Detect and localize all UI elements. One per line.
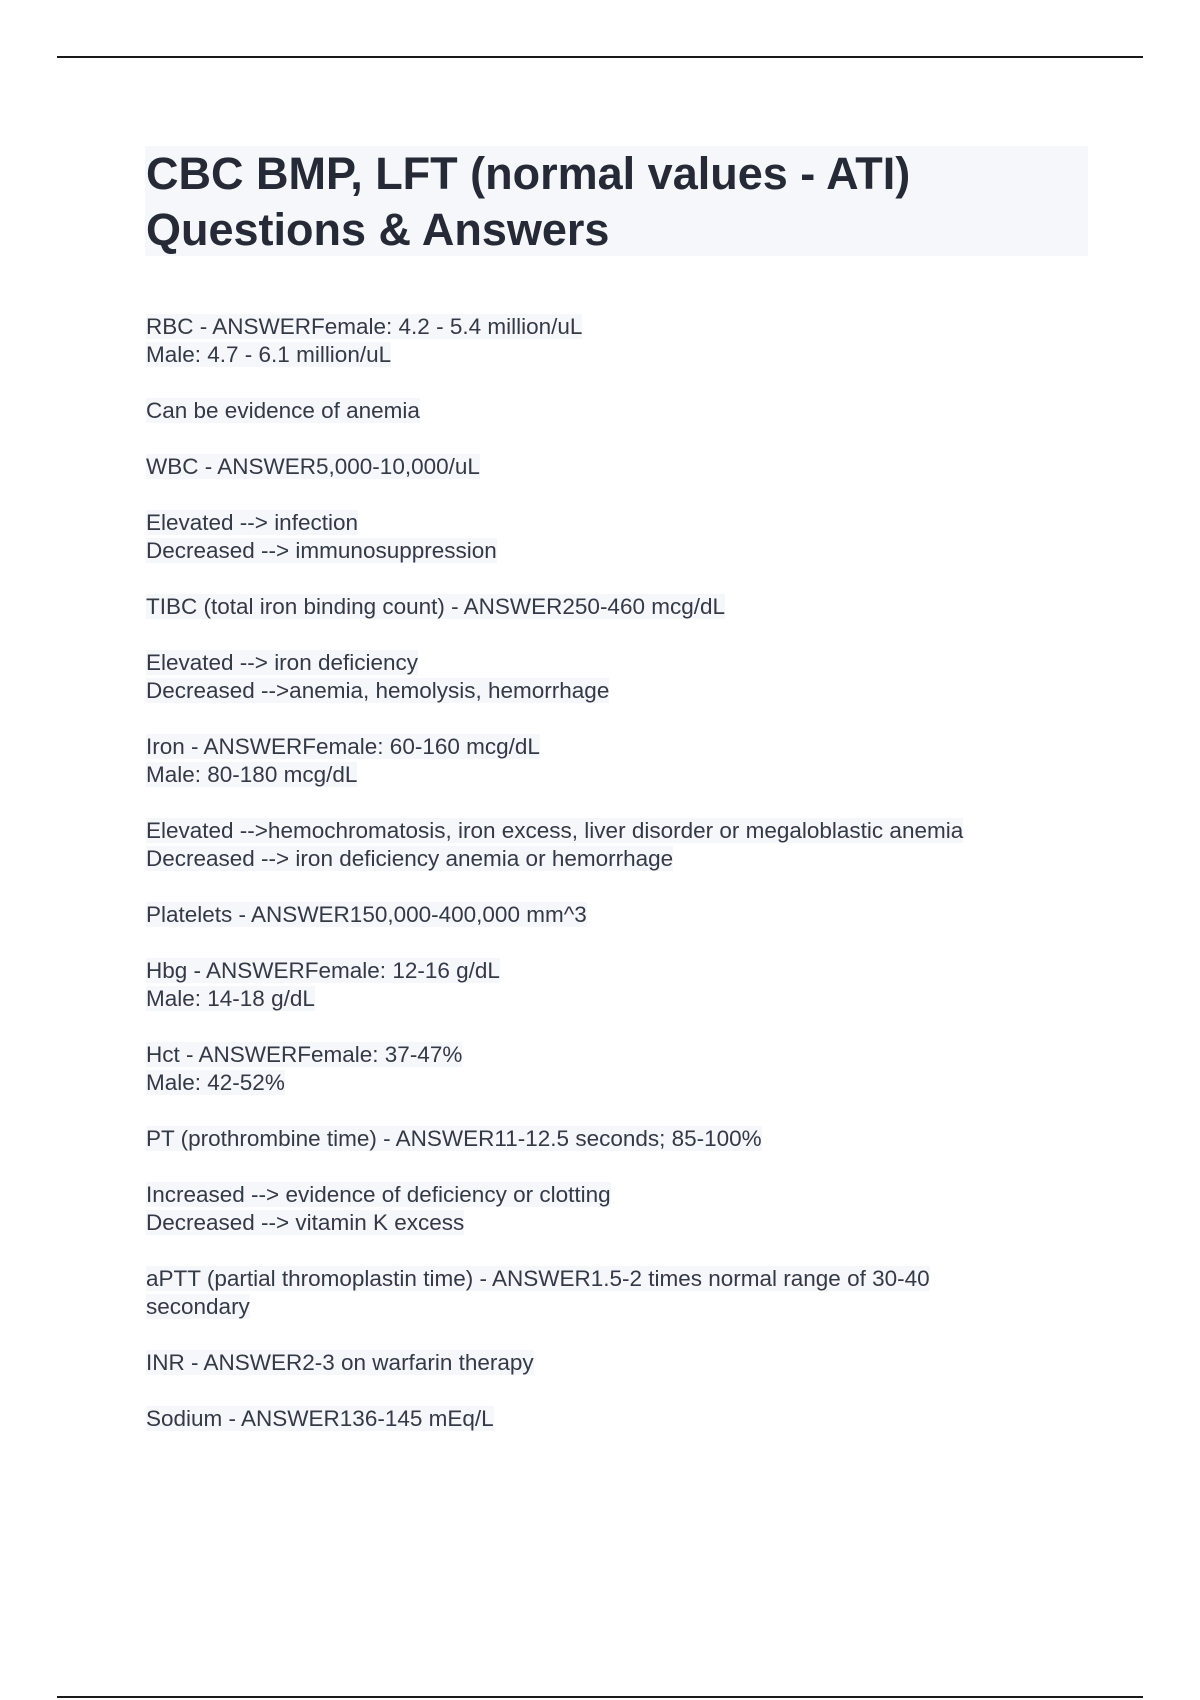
paragraph-rbc-note bbox=[146, 397, 1086, 425]
paragraph-aptt bbox=[146, 1265, 1086, 1321]
page-title bbox=[146, 146, 1086, 258]
text-line: Decreased --> vitamin K excess bbox=[146, 1210, 465, 1235]
text-line: Male: 80-180 mcg/dL bbox=[146, 762, 358, 787]
paragraph-hct bbox=[146, 1041, 1086, 1097]
text-line: Decreased --> immunosuppression bbox=[146, 538, 497, 563]
text-line: Male: 4.7 - 6.1 million/uL bbox=[146, 342, 392, 367]
text-line: aPTT (partial thromoplastin time) - ANSWER1.5-2 times normal range of 30-40 bbox=[146, 1266, 930, 1291]
text-line: Hct - ANSWERFemale: 37-47% bbox=[146, 1042, 463, 1067]
paragraph-inr bbox=[146, 1349, 1086, 1377]
text-line: Elevated --> infection bbox=[146, 510, 358, 535]
paragraph-iron-note bbox=[146, 817, 1086, 873]
footer-rule bbox=[57, 1696, 1143, 1698]
text-line: Hbg - ANSWERFemale: 12-16 g/dL bbox=[146, 958, 500, 983]
text-line: PT (prothrombine time) - ANSWER11-12.5 seconds; 85-100% bbox=[146, 1126, 762, 1151]
text-line: secondary bbox=[146, 1294, 250, 1319]
text-line: Sodium - ANSWER136-145 mEq/L bbox=[146, 1406, 494, 1431]
text-line: Decreased --> iron deficiency anemia or hemorrhage bbox=[146, 846, 674, 871]
paragraph-iron bbox=[146, 733, 1086, 789]
text-line: Male: 42-52% bbox=[146, 1070, 285, 1095]
header-rule bbox=[57, 56, 1143, 58]
paragraph-tibc bbox=[146, 593, 1086, 621]
text-line: WBC - ANSWER5,000-10,000/uL bbox=[146, 454, 480, 479]
paragraph-wbc bbox=[146, 453, 1086, 481]
paragraph-pt-note bbox=[146, 1181, 1086, 1237]
paragraph-sodium bbox=[146, 1405, 1086, 1433]
paragraph-platelets bbox=[146, 901, 1086, 929]
text-line: Male: 14-18 g/dL bbox=[146, 986, 315, 1011]
paragraph-hbg bbox=[146, 957, 1086, 1013]
document-body bbox=[146, 313, 1086, 1461]
text-line: Decreased -->anemia, hemolysis, hemorrhage bbox=[146, 678, 610, 703]
text-line: Can be evidence of anemia bbox=[146, 398, 420, 423]
text-line: TIBC (total iron binding count) - ANSWER250-460 mcg/dL bbox=[146, 594, 726, 619]
text-line: Elevated --> iron deficiency bbox=[146, 650, 419, 675]
text-line: Iron - ANSWERFemale: 60-160 mcg/dL bbox=[146, 734, 540, 759]
text-line: RBC - ANSWERFemale: 4.2 - 5.4 million/uL bbox=[146, 314, 583, 339]
text-line: INR - ANSWER2-3 on warfarin therapy bbox=[146, 1350, 534, 1375]
title-line-2: Questions & Answers bbox=[146, 204, 610, 255]
paragraph-wbc-note bbox=[146, 509, 1086, 565]
text-line: Elevated -->hemochromatosis, iron excess, liver disorder or megaloblastic anemia bbox=[146, 818, 964, 843]
paragraph-rbc bbox=[146, 313, 1086, 369]
paragraph-pt bbox=[146, 1125, 1086, 1153]
text-line: Increased --> evidence of deficiency or clotting bbox=[146, 1182, 611, 1207]
text-line: Platelets - ANSWER150,000-400,000 mm^3 bbox=[146, 902, 587, 927]
title-line-1: CBC BMP, LFT (normal values - ATI) bbox=[146, 148, 911, 199]
paragraph-tibc-note bbox=[146, 649, 1086, 705]
